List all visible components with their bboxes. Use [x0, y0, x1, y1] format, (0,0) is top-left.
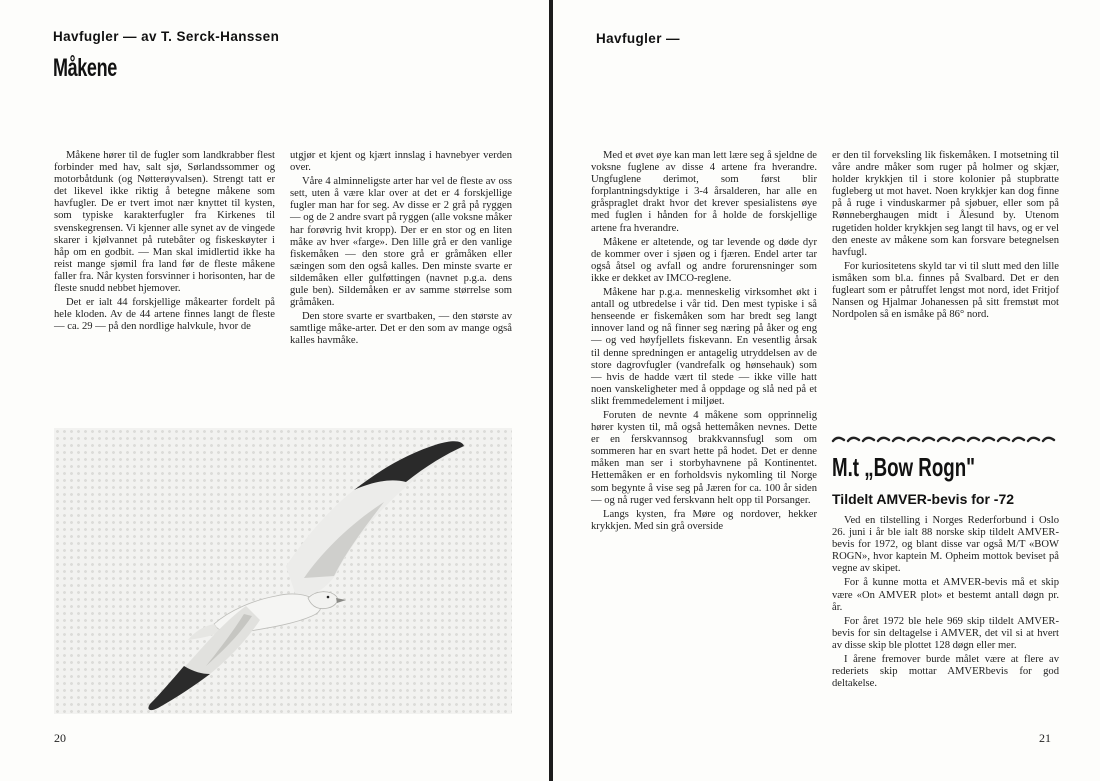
paragraph: Måkene har p.g.a. menneskelig virksomhet økt i antall og utbredelse i vår tid. Den mest typiske i så henseende er fiskemåken som har bredt seg langt innover land og nå finner seg næring på åker og eng — og ved høyfjellets fiskevann. En vesentlig årsak til denne spredningen er antagelig utryddelsen av de store dagrovfugler (vandrefalk og hønsehauk) som — hvis de hadde vært til stede — ikke ville hatt noen vanskeligheter med å oppdage og slå ned på et slikt fremmedelement i miljøet.: [591, 287, 817, 407]
article-title: Måkene: [53, 54, 117, 82]
text-column-2: [832, 150, 1059, 323]
paragraph: Måkene hører til de fugler som landkrabber flest forbinder med hav, salt sjø, Sørlandssommer og motorbåtdunk (og Nøtterøyvalsen). Strengt tatt er det likevel ikke riktig å betegne måkene som havfugler. De er tvert imot nær knyttet til kysten, som typiske karakterfugler fra Kirkenes til svenskegrensen. Vi kjenner alle synet av de vingede skarer i kjølvannet på rutebåter og fiskeskøyter i håp om en godbit. — Man skal imidlertid ikke ha reist mange sjømil fra land før de fleste måkene faller fra. Når kysten forsvinner i horisonten, har de fleste snudd nebbet hjemover.: [54, 150, 275, 295]
page-number: 20: [54, 731, 66, 745]
paragraph: Det er ialt 44 forskjellige måkearter fordelt på hele kloden. Av de 44 artene finnes langt de fleste — ca. 29 — på den nordlige halvkule, hvor de: [54, 297, 275, 333]
news-paragraph: For å kunne motta et AMVER-bevis må et skip være «On AMVER plot» et bestemt antall døgn pr. år.: [832, 577, 1059, 613]
running-head: Havfugler —: [596, 31, 680, 46]
paragraph: utgjør et kjent og kjært innslag i havnebyer verden over.: [290, 150, 512, 174]
news-title: M.t „Bow Rogn": [832, 452, 976, 482]
paragraph: For kuriositetens skyld tar vi til slutt med den lille ismåken som bl.a. finnes på Svalbard. Det er den fugleart som er påtruffet lengst mot nord, idet Fritjof Nansen og Hjalmar Johanessen på sitt fremstøt mot Nordpolen så en ismåke på 86° nord.: [832, 260, 1059, 321]
left-page: [0, 0, 549, 781]
paragraph: Den store svarte er svartbaken, — den største av samtlige måke-arter. Det er den som av mange også kalles havmåke.: [290, 311, 512, 347]
text-column-1: [54, 150, 275, 335]
paragraph: Våre 4 alminneligste arter har vel de fleste av oss sett, uten å være klar over at det er 4 forskjellige fugler man har for seg. Av disse er 2 grå på ryggen — og de 2 andre svart på ryggen (alle voksne måker har forøvrig hvit kropp). Der er en stor og en liten måke av hver «farge». Den lille grå er den vanlige fiskemåken — den store grå er gråmåken eller sæingen som den også kalles. Den minste svarte er sildemåken eller gulføttingen (navnet p.g.a. dens gule ben). Sildemåken er av samme størrelse som gråmåken.: [290, 176, 512, 309]
news-paragraph: Ved en tilstelling i Norges Rederforbund i Oslo 26. juni i år ble ialt 88 norske skip tildelt AMVER-bevis for 1972, og blant disse var også M/T «BOW ROGN», hvor kaptein M. Opheim mottok beviset på vegne av skipet.: [832, 515, 1059, 575]
text-column-1: [591, 150, 817, 535]
text-column-2: [290, 150, 512, 350]
wave-divider: [831, 436, 1059, 444]
paragraph: Langs kysten, fra Møre og nordover, hekker krykkjen. Med sin grå overside: [591, 508, 817, 532]
seagull-icon: [54, 428, 512, 714]
running-head: Havfugler — av T. Serck-Hanssen: [53, 29, 280, 44]
news-paragraph: I årene fremover burde målet være at flere av rederiets skip mottar AMVERbevis for god deltakelse.: [832, 654, 1059, 690]
seagull-photo: [54, 428, 512, 714]
paragraph: Med et øvet øye kan man lett lære seg å sjeldne de voksne fuglene av disse 4 artene fra hverandre. Ungfuglene derimot, som først blir forplantningsdyktige i 3-4 årsalderen, har alle en gråspraglet drakt hvor det krever spesialistens øye med fuglen i hånden for å holde de forskjellige artene fra hverandre.: [591, 150, 817, 234]
paragraph: Foruten de nevnte 4 måkene som opprinnelig hører kysten til, må også hettemåken nevnes. Dette er en ferskvannsog brakkvannsfugl som om sommeren har en svart hette på hodet. Det er denne måken man ser i storbyhavnene på Kontinentet. Hettemåken er en forholdsvis nykomling til Norge som begynte å vise seg på Jæren for ca. 100 år siden — og nå ruger ved ferskvann helt opp til Porsanger.: [591, 409, 817, 506]
paragraph: er den til forveksling lik fiskemåken. I motsetning til våre andre måker som ruger på holmer og skjær, holder krykkjen til i store kolonier på stupbratte fugleberg ut mot havet. Noen krykkjer kan dog finne på å ruge i vinduskarmer på sjøbuer, eller som på Rønneberghaugen midt i Ålesund by. Utenom rugetiden holder krykkjen seg langt til havs, og er vel den eneste av måkene som kan forsvare betegnelsen havfugl.: [832, 150, 1059, 258]
page-number: 21: [1039, 731, 1051, 745]
news-subtitle: Tildelt AMVER-bevis for -72: [832, 491, 1015, 507]
paragraph: Måkene er altetende, og tar levende og døde dyr de kommer over i sjøen og i fjæren. Endel arter tar også åtsel og avfall og andre forurensninger som ikke er dekket av IMCO-reglene.: [591, 236, 817, 284]
news-body: [832, 515, 1059, 692]
news-paragraph: For året 1972 ble hele 969 skip tildelt AMVER-bevis for sin deltagelse i AMVER, det vil si at hvert av disse skip ble plottet 128 døgn eller mer.: [832, 615, 1059, 651]
